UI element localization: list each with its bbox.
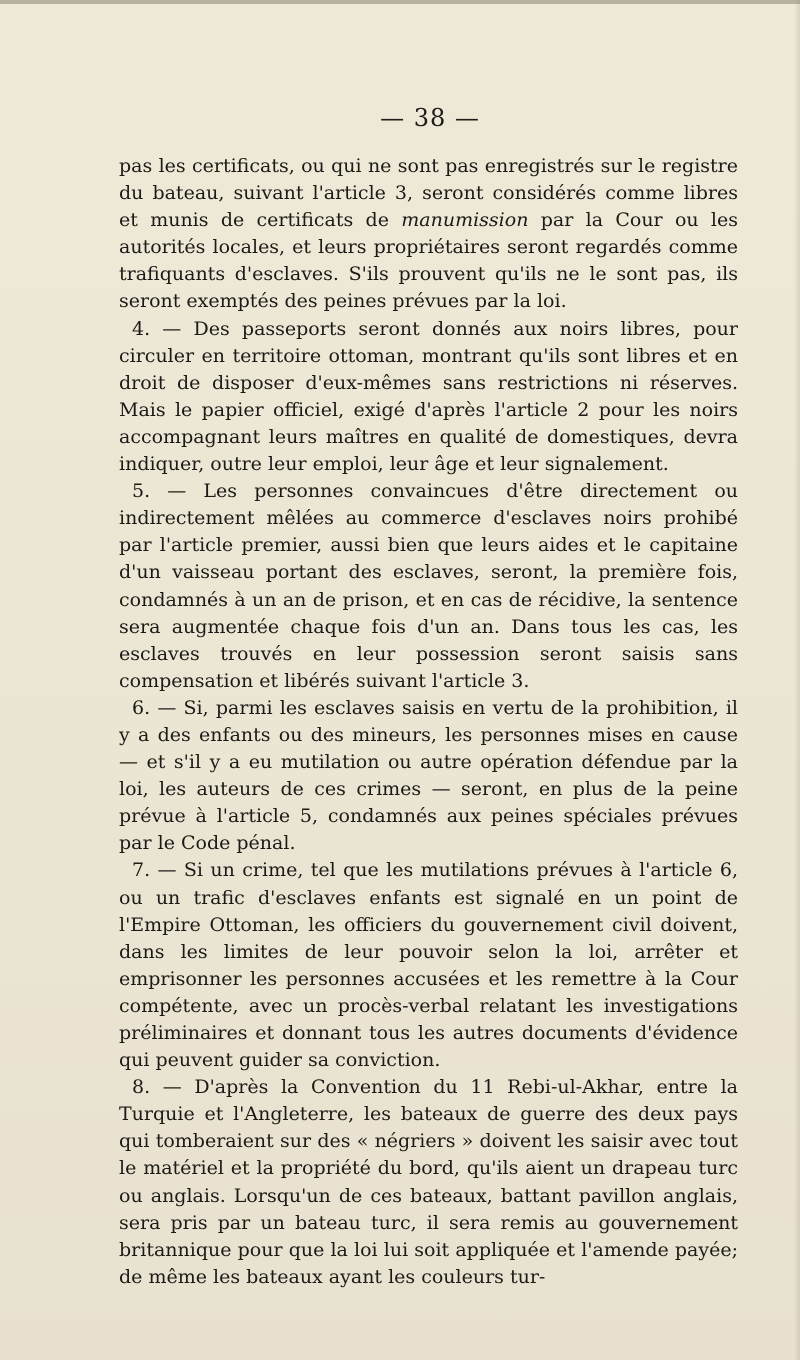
paragraph-text-start: pas les certificats, ou qui ne sont pas enregistrés sur le registre du bateau, suivant l'article 3, seront considérés comme libres et munis de certificats de xyxy=(119,155,738,232)
page-number: — 38 — xyxy=(380,104,480,132)
article-6-paragraph: 6. — Si, parmi les esclaves saisis en vertu de la prohibition, il y a des enfants ou des mineurs, les personnes mises en cause — et s'il y a eu mutilation ou autre opération défendue par la loi, les auteurs de ces crimes — seront, en plus de la peine prévue à l'article 5, condamnés aux peines spéciales prévues par le Code pénal. xyxy=(119,696,738,855)
article-8-paragraph: 8. — D'après la Convention du 11 Rebi-ul-Akhar, entre la Turquie et l'Angleterre, les bateaux de guerre des deux pays qui tomberaient sur des « négriers » doivent les saisir avec tout le matériel et la propriété du bord, qu'ils aient un drapeau turc ou anglais. Lorsqu'un de ces bateaux, battant pavillon anglais, sera pris par un bateau turc, il sera remis au gouvernement britannique pour que la loi lui soit appliquée et l'amende payée; de même les bateaux ayant les couleurs tur- xyxy=(119,1076,738,1288)
article-4-paragraph: 4. — Des passeports seront donnés aux noirs libres, pour circuler en territoire ottoman, montrant qu'ils sont libres et en droit de disposer d'eux-mêmes sans restrictions ni réserves. Mais le papier officiel, exigé d'après l'article 2 pour les noirs accompagnant leurs maîtres en qualité de domestiques, devra indiquer, outre leur emploi, leur âge et leur signalement. xyxy=(119,317,738,476)
paragraph-text-end: par la Cour ou les autorités locales, et leurs propriétaires seront regardés comme trafiquants d'esclaves. S'ils prouvent qu'ils ne le sont pas, ils seront exemptés des peines prévues par la loi. xyxy=(119,209,738,313)
emphasized-term: manumission xyxy=(401,209,529,232)
page-right-edge-shadow xyxy=(794,0,800,1360)
paragraph-continuation xyxy=(119,153,738,316)
page-top-edge xyxy=(0,0,800,4)
body-text xyxy=(119,153,738,1291)
article-7-paragraph: 7. — Si un crime, tel que les mutilations prévues à l'article 6, ou un trafic d'esclaves enfants est signalé en un point de l'Empire Ottoman, les officiers du gouvernement civil doivent, dans les limites de leur pouvoir selon la loi, arrêter et emprisonner les personnes accusées et les remettre à la Cour compétente, avec un procès-verbal relatant les investigations préliminaires et donnant tous les autres documents d'évidence qui peuvent guider sa conviction. xyxy=(119,859,738,1072)
article-5-paragraph: 5. — Les personnes convaincues d'être directement ou indirectement mêlées au commerce d'esclaves noirs prohibé par l'article premier, aussi bien que leurs aides et le capitaine d'un vaisseau portant des esclaves, seront, la première fois, condamnés à un an de prison, et en cas de récidive, la sentence sera augmentée chaque fois d'un an. Dans tous les cas, les esclaves trouvés en leur possession seront saisis sans compensation et libérés suivant l'article 3. xyxy=(119,480,738,692)
